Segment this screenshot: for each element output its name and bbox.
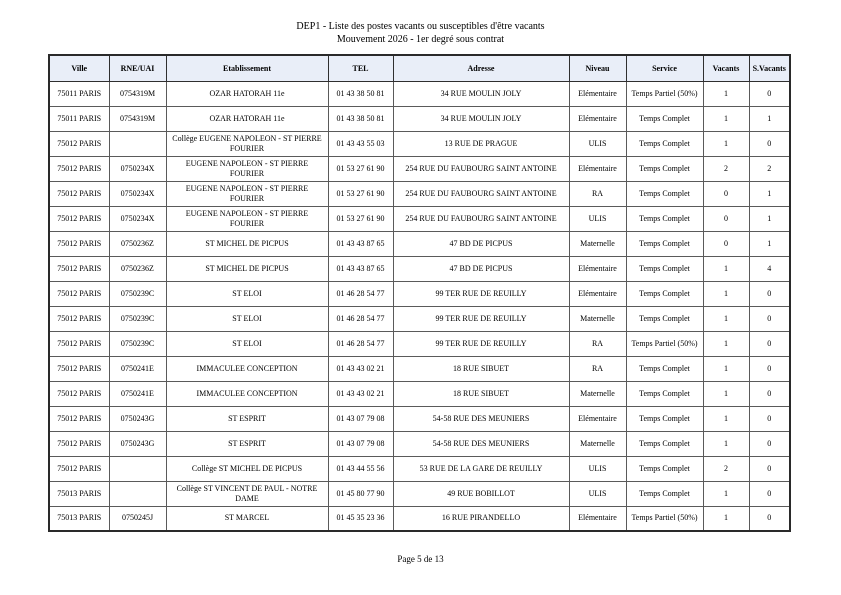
table-cell: 01 53 27 61 90	[328, 206, 393, 231]
table-cell: Temps Complet	[626, 106, 703, 131]
table-cell: 75012 PARIS	[49, 231, 109, 256]
table-cell: 2	[703, 156, 749, 181]
table-row	[49, 356, 790, 381]
table-cell: 01 53 27 61 90	[328, 181, 393, 206]
table-cell: 01 46 28 54 77	[328, 331, 393, 356]
table-cell: ST MICHEL DE PICPUS	[166, 231, 328, 256]
table-cell: 1	[703, 431, 749, 456]
table-cell: 75012 PARIS	[49, 281, 109, 306]
table-cell: 254 RUE DU FAUBOURG SAINT ANTOINE	[393, 156, 569, 181]
table-cell: ST ESPRIT	[166, 406, 328, 431]
table-cell: Temps Partiel (50%)	[626, 331, 703, 356]
table-cell: 0	[749, 506, 790, 531]
table-cell: 34 RUE MOULIN JOLY	[393, 81, 569, 106]
table-cell	[109, 131, 166, 156]
table-cell: 16 RUE PIRANDELLO	[393, 506, 569, 531]
table-cell: 54-58 RUE DES MEUNIERS	[393, 406, 569, 431]
column-header: TEL	[328, 55, 393, 81]
table-cell: 0750239C	[109, 331, 166, 356]
table-cell: 1	[703, 256, 749, 281]
table-cell: 47 BD DE PICPUS	[393, 256, 569, 281]
table-cell	[109, 481, 166, 506]
table-cell: OZAR HATORAH 11e	[166, 81, 328, 106]
table-cell: 75012 PARIS	[49, 181, 109, 206]
table-cell: Maternelle	[569, 306, 626, 331]
table-cell: 0	[749, 81, 790, 106]
table-cell: 1	[703, 506, 749, 531]
table-cell: Temps Complet	[626, 206, 703, 231]
table-cell: Elémentaire	[569, 156, 626, 181]
table-cell: 0	[749, 281, 790, 306]
table-cell: 0750239C	[109, 281, 166, 306]
table-cell: 0	[749, 131, 790, 156]
table-cell: RA	[569, 356, 626, 381]
table-row	[49, 456, 790, 481]
table-row	[49, 131, 790, 156]
table-cell: 0	[703, 181, 749, 206]
vacant-posts-table	[48, 54, 791, 532]
table-cell: 0750243G	[109, 406, 166, 431]
column-header: RNE/UAI	[109, 55, 166, 81]
table-cell: Temps Complet	[626, 231, 703, 256]
table-row	[49, 206, 790, 231]
table-cell: 0	[749, 406, 790, 431]
table-cell: 01 43 43 87 65	[328, 231, 393, 256]
table-cell: 0	[749, 306, 790, 331]
table-cell: 01 45 80 77 90	[328, 481, 393, 506]
table-cell: 0	[749, 331, 790, 356]
table-row	[49, 331, 790, 356]
table-cell: 34 RUE MOULIN JOLY	[393, 106, 569, 131]
table-row	[49, 181, 790, 206]
table-cell	[109, 456, 166, 481]
table-cell: 1	[749, 206, 790, 231]
table-cell: 01 43 38 50 81	[328, 81, 393, 106]
table-cell: 18 RUE SIBUET	[393, 356, 569, 381]
table-cell: ULIS	[569, 481, 626, 506]
table-cell: 0750241E	[109, 381, 166, 406]
table-cell: 0750239C	[109, 306, 166, 331]
table-cell: Elémentaire	[569, 106, 626, 131]
column-header: Etablissement	[166, 55, 328, 81]
table-cell: EUGENE NAPOLEON - ST PIERRE FOURIER	[166, 181, 328, 206]
table-cell: Temps Complet	[626, 381, 703, 406]
table-cell: 0750234X	[109, 181, 166, 206]
table-cell: Temps Complet	[626, 406, 703, 431]
table-cell: 1	[703, 81, 749, 106]
table-header-row	[49, 55, 790, 81]
table-cell: 75012 PARIS	[49, 406, 109, 431]
table-row	[49, 106, 790, 131]
table-row	[49, 481, 790, 506]
table-cell: 2	[703, 456, 749, 481]
table-cell: 75012 PARIS	[49, 206, 109, 231]
table-cell: ST ELOI	[166, 306, 328, 331]
table-cell: 75012 PARIS	[49, 156, 109, 181]
table-cell: 75012 PARIS	[49, 356, 109, 381]
table-cell: 0	[749, 456, 790, 481]
table-cell: 0754319M	[109, 81, 166, 106]
table-cell: 75013 PARIS	[49, 481, 109, 506]
table-cell: 49 RUE BOBILLOT	[393, 481, 569, 506]
table-cell: Maternelle	[569, 381, 626, 406]
table-cell: 99 TER RUE DE REUILLY	[393, 331, 569, 356]
table-cell: 0750234X	[109, 156, 166, 181]
column-header: Vacants	[703, 55, 749, 81]
table-row	[49, 406, 790, 431]
table-cell: 75011 PARIS	[49, 106, 109, 131]
table-cell: 75012 PARIS	[49, 331, 109, 356]
table-row	[49, 256, 790, 281]
table-cell: 0	[749, 481, 790, 506]
table-cell: Temps Complet	[626, 156, 703, 181]
table-cell: 0750243G	[109, 431, 166, 456]
table-cell: Temps Complet	[626, 356, 703, 381]
table-cell: RA	[569, 181, 626, 206]
table-cell: Temps Complet	[626, 281, 703, 306]
table-cell: 2	[749, 156, 790, 181]
table-cell: 254 RUE DU FAUBOURG SAINT ANTOINE	[393, 181, 569, 206]
table-cell: 75013 PARIS	[49, 506, 109, 531]
column-header: Ville	[49, 55, 109, 81]
table-header	[49, 55, 790, 81]
table-cell: 75012 PARIS	[49, 456, 109, 481]
column-header: S.Vacants	[749, 55, 790, 81]
table-cell: IMMACULEE CONCEPTION	[166, 381, 328, 406]
table-cell: 0	[749, 381, 790, 406]
table-cell: 1	[703, 356, 749, 381]
table-cell: 18 RUE SIBUET	[393, 381, 569, 406]
table-cell: 01 43 43 87 65	[328, 256, 393, 281]
table-cell: ST MICHEL DE PICPUS	[166, 256, 328, 281]
table-cell: 75012 PARIS	[49, 381, 109, 406]
table-cell: 0750236Z	[109, 231, 166, 256]
table-cell: 1	[703, 281, 749, 306]
table-row	[49, 231, 790, 256]
table-cell: 01 43 44 55 56	[328, 456, 393, 481]
table-cell: 1	[703, 406, 749, 431]
table-cell: 01 43 07 79 08	[328, 431, 393, 456]
table-cell: ST ELOI	[166, 331, 328, 356]
table-cell: 13 RUE DE PRAGUE	[393, 131, 569, 156]
table-cell: 54-58 RUE DES MEUNIERS	[393, 431, 569, 456]
table-cell: Temps Partiel (50%)	[626, 506, 703, 531]
table-cell: Elémentaire	[569, 256, 626, 281]
table-cell: 75012 PARIS	[49, 306, 109, 331]
table-cell: 01 46 28 54 77	[328, 306, 393, 331]
table-row	[49, 431, 790, 456]
table-cell: Temps Complet	[626, 181, 703, 206]
table-cell: 1	[703, 331, 749, 356]
table-cell: 1	[703, 381, 749, 406]
column-header: Service	[626, 55, 703, 81]
table-cell: 53 RUE DE LA GARE DE REUILLY	[393, 456, 569, 481]
table-row	[49, 156, 790, 181]
table-row	[49, 506, 790, 531]
table-cell: 01 43 43 55 03	[328, 131, 393, 156]
page-number: Page 5 de 13	[397, 554, 444, 564]
table-cell: 0750234X	[109, 206, 166, 231]
table-cell: 1	[703, 106, 749, 131]
table-cell: Maternelle	[569, 231, 626, 256]
table-cell: Collège ST MICHEL DE PICPUS	[166, 456, 328, 481]
table-cell: Elémentaire	[569, 406, 626, 431]
table-cell: 01 45 35 23 36	[328, 506, 393, 531]
table-cell: 01 43 43 02 21	[328, 381, 393, 406]
table-cell: Elémentaire	[569, 281, 626, 306]
table-cell: 75011 PARIS	[49, 81, 109, 106]
table-cell: 47 BD DE PICPUS	[393, 231, 569, 256]
table-cell: 75012 PARIS	[49, 131, 109, 156]
table-cell: ST ESPRIT	[166, 431, 328, 456]
table-cell: 99 TER RUE DE REUILLY	[393, 306, 569, 331]
table-cell: OZAR HATORAH 11e	[166, 106, 328, 131]
vacant-posts-table-container	[48, 54, 789, 532]
table-cell: 0	[749, 431, 790, 456]
table-cell: Temps Partiel (50%)	[626, 81, 703, 106]
table-cell: ULIS	[569, 206, 626, 231]
table-cell: 75012 PARIS	[49, 431, 109, 456]
table-cell: ULIS	[569, 456, 626, 481]
table-cell: Elémentaire	[569, 81, 626, 106]
table-cell: 1	[703, 306, 749, 331]
table-cell: EUGENE NAPOLEON - ST PIERRE FOURIER	[166, 156, 328, 181]
table-cell: EUGENE NAPOLEON - ST PIERRE FOURIER	[166, 206, 328, 231]
table-row	[49, 306, 790, 331]
document-title-line2: Mouvement 2026 - 1er degré sous contrat	[336, 34, 505, 45]
table-cell: RA	[569, 331, 626, 356]
table-cell: 75012 PARIS	[49, 256, 109, 281]
table-cell: Collège EUGENE NAPOLEON - ST PIERRE FOURIER	[166, 131, 328, 156]
table-cell: 01 43 07 79 08	[328, 406, 393, 431]
table-cell: 1	[703, 481, 749, 506]
document-title	[0, 0, 841, 46]
table-body	[49, 81, 790, 531]
column-header: Niveau	[569, 55, 626, 81]
table-cell: 0754319M	[109, 106, 166, 131]
table-cell: ST ELOI	[166, 281, 328, 306]
table-cell: 254 RUE DU FAUBOURG SAINT ANTOINE	[393, 206, 569, 231]
table-cell: 0750245J	[109, 506, 166, 531]
table-cell: 01 43 38 50 81	[328, 106, 393, 131]
table-row	[49, 281, 790, 306]
table-cell: 1	[749, 181, 790, 206]
table-cell: Temps Complet	[626, 456, 703, 481]
table-cell: 4	[749, 256, 790, 281]
table-cell: 99 TER RUE DE REUILLY	[393, 281, 569, 306]
table-cell: Temps Complet	[626, 256, 703, 281]
table-cell: ULIS	[569, 131, 626, 156]
table-cell: 1	[749, 106, 790, 131]
table-cell: Collège ST VINCENT DE PAUL - NOTRE DAME	[166, 481, 328, 506]
table-cell: 01 53 27 61 90	[328, 156, 393, 181]
table-cell: Elémentaire	[569, 506, 626, 531]
table-row	[49, 381, 790, 406]
table-cell: Temps Complet	[626, 306, 703, 331]
table-cell: 1	[749, 231, 790, 256]
table-cell: 0	[703, 206, 749, 231]
table-cell: 0750241E	[109, 356, 166, 381]
table-cell: ST MARCEL	[166, 506, 328, 531]
table-cell: IMMACULEE CONCEPTION	[166, 356, 328, 381]
table-cell: 01 46 28 54 77	[328, 281, 393, 306]
table-cell: Temps Complet	[626, 431, 703, 456]
table-cell: 0	[749, 356, 790, 381]
table-cell: 01 43 43 02 21	[328, 356, 393, 381]
document-title-line1: DEP1 - Liste des postes vacants ou susceptibles d'être vacants	[296, 21, 545, 32]
table-cell: 0	[703, 231, 749, 256]
column-header: Adresse	[393, 55, 569, 81]
table-cell: Temps Complet	[626, 131, 703, 156]
table-cell: 1	[703, 131, 749, 156]
table-row	[49, 81, 790, 106]
table-cell: Temps Complet	[626, 481, 703, 506]
table-cell: 0750236Z	[109, 256, 166, 281]
table-cell: Maternelle	[569, 431, 626, 456]
